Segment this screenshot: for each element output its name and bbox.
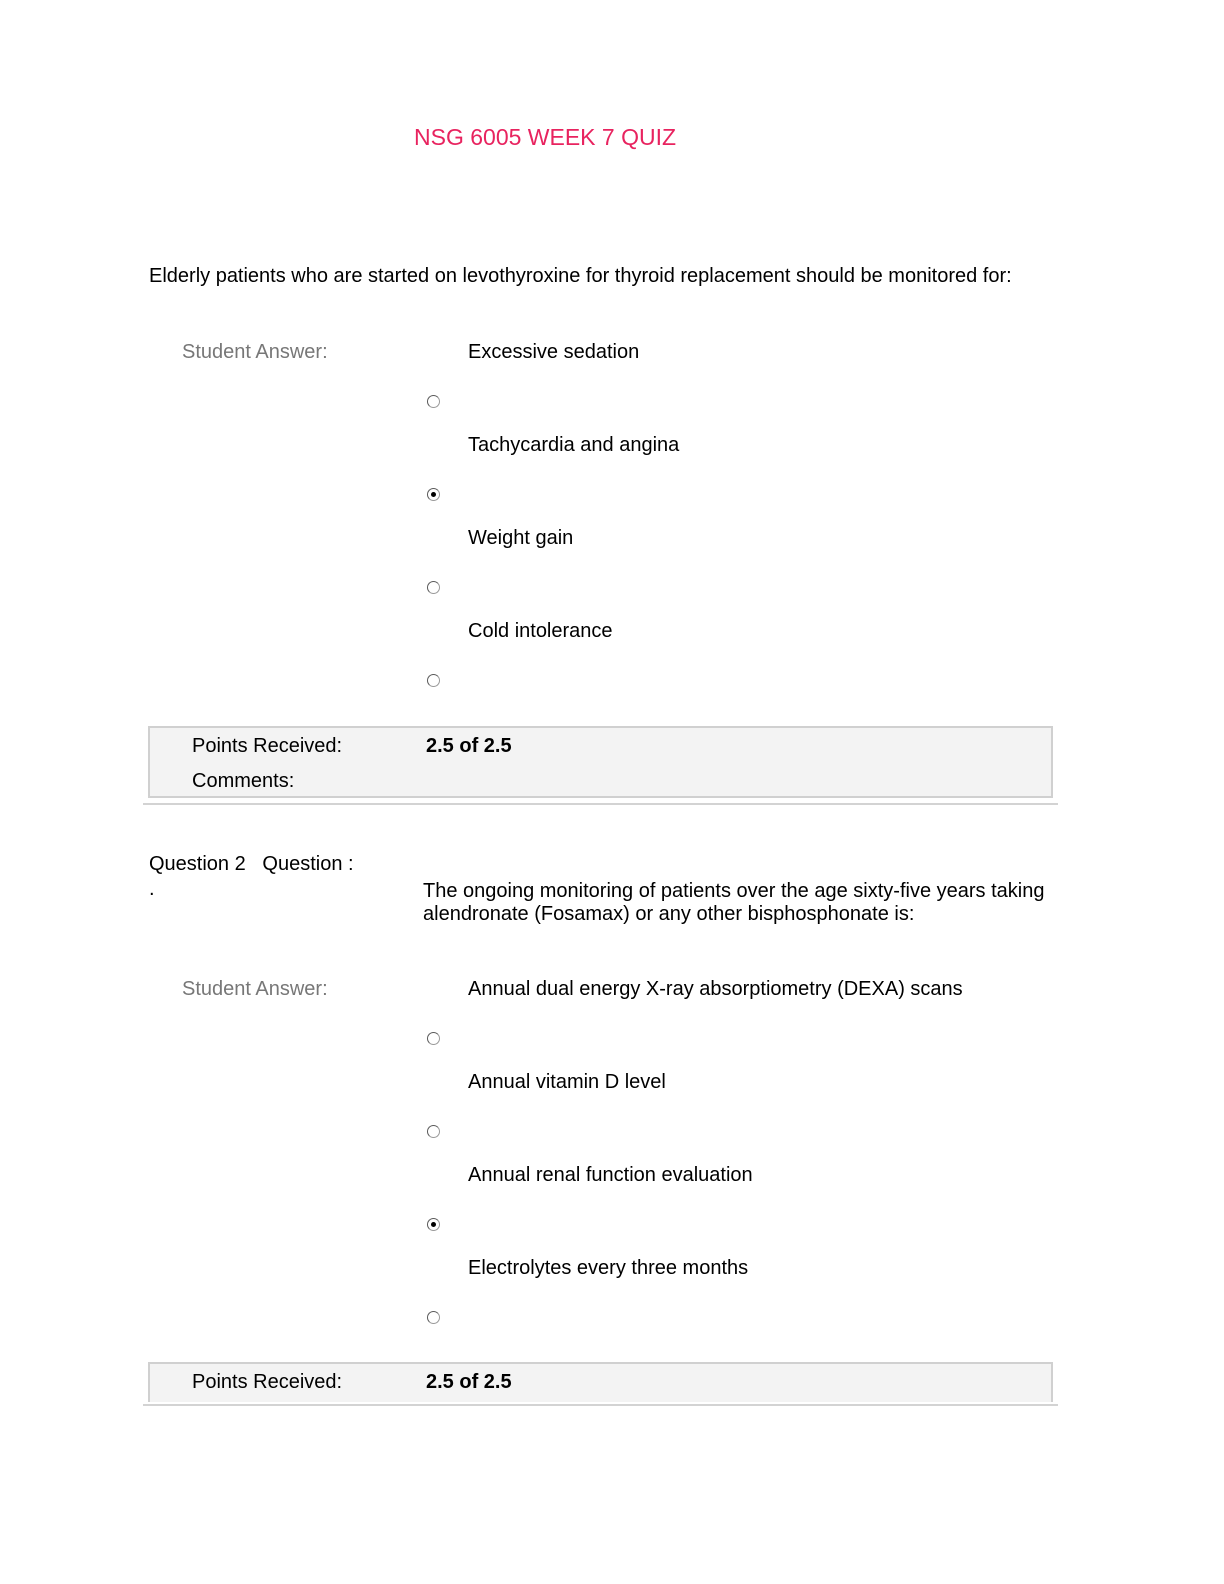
points-received-label: Points Received: [192, 1371, 343, 1393]
option-label: Electrolytes every three months [468, 1257, 749, 1279]
option-radio-selected[interactable] [427, 488, 440, 501]
divider [143, 1404, 1058, 1406]
points-received-label: Points Received: [192, 735, 343, 757]
option-label: Cold intolerance [468, 620, 613, 642]
option-radio[interactable] [427, 1032, 440, 1045]
student-answer-label: Student Answer: [182, 341, 328, 363]
option-label: Annual dual energy X-ray absorptiometry (DEXA) scans [468, 978, 963, 1000]
option-label: Tachycardia and angina [468, 434, 680, 456]
option-label: Annual vitamin D level [468, 1071, 666, 1093]
option-radio[interactable] [427, 581, 440, 594]
page-title: NSG 6005 WEEK 7 QUIZ [414, 124, 677, 150]
question-2-dot: . [149, 878, 155, 900]
comments-label: Comments: [192, 770, 295, 792]
option-label: Weight gain [468, 527, 574, 549]
question-1-text: Elderly patients who are started on levothyroxine for thyroid replacement should be monitored for: [149, 265, 1012, 287]
question-2-text: The ongoing monitoring of patients over the age sixty-five years taking alendronate (Fosamax) or any other bisphosphonate is: [423, 880, 1045, 925]
option-radio[interactable] [427, 1311, 440, 1324]
question-2-header: Question 2 Question : [149, 853, 354, 875]
option-label: Excessive sedation [468, 341, 640, 363]
option-radio[interactable] [427, 395, 440, 408]
option-radio-selected[interactable] [427, 1218, 440, 1231]
divider [143, 803, 1058, 805]
option-radio[interactable] [427, 674, 440, 687]
points-received-value: 2.5 of 2.5 [426, 735, 512, 757]
option-radio[interactable] [427, 1125, 440, 1138]
student-answer-label: Student Answer: [182, 978, 328, 1000]
points-received-value: 2.5 of 2.5 [426, 1371, 512, 1393]
option-label: Annual renal function evaluation [468, 1164, 753, 1186]
